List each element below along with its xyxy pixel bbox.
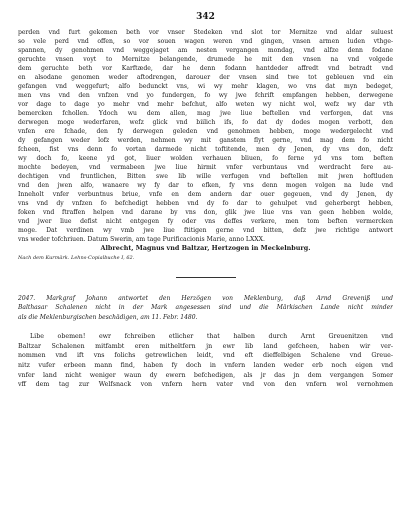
text-line: vnd den jwen alfo, wanaere wy fy dar to efken, fy vns denn mogen volgen na lude vnd (18, 182, 393, 189)
text-line: Libe obemen! ewr fchreiben etlicher that halben durch Arnt Greuenitzen vnd (30, 333, 393, 341)
source-note: Nach dem Kurmärk. Lehns-Copialbuche I, 62. (18, 255, 135, 261)
text-line: vns vnd dy vnfzen fo befchedigt hebben vnd dy fo dar to gehulpet vnd geherbergt hebben, (18, 200, 393, 207)
text-line: nitz vufer erbeen mann find, haben fy doch in vnfern landen weder erb noch eigen vnd (18, 361, 393, 369)
text-line: vnfen ere fchade, den fy derwegen geleden vnd genohmen hebben, moge wedergelecht vnd (18, 128, 393, 135)
heading-line: 2047. Markgraf Johann antwortet den Herzögen von Meklenburg, daß Arnd Greveniß und (18, 295, 393, 302)
text-line: vnd jwer liue defist nicht entgegen fy oder vns deffes verkere, men tom beften vermercken (18, 218, 393, 225)
text-line: fcheen, fist vns denn fo vortan darmede nicht toftitende, men dy Jenen, dy vns don, defz (18, 146, 393, 153)
text-line: derwegen moge wederfaren, wefz glick vnd biilich ifs, fo dat dy dodes mogen verbott, den (18, 119, 393, 126)
heading-line: als die Meklenburgischen beschädigen, am 11. Febr. 1480. (18, 313, 198, 321)
text-line: gefangen vnd weggefurt; alfo bedunckt vns, wi wy mehr klagen, wo vns dat myn bedeget, (18, 83, 393, 90)
text-line: dechtigen vnd fruntlichen, Bitten swe lib wille verfugen vnd beftellen mit jwen hoftluden (18, 173, 393, 180)
signature-line: Albrecht, Magnus vnd Baltzar, Hertzogen in Meckelnburg. (100, 244, 311, 252)
text-line: dem geruchte beth vor Karftæde, dar he denn fodann hantdeder affredt vnd betradt vnd (18, 65, 393, 72)
section-divider (176, 277, 236, 278)
text-line: spannen, dy genohmen vnd weggejaget am nesten vergangen mondag, vnd alfze denn fodane (18, 47, 393, 54)
text-line: foken vnd ftraffen helpen vnd darane by vns don, glik jwe liue vns van geen hebben wolde, (18, 209, 393, 216)
text-line: men vns vnd den vnfzen vnd yo fundergen, fo wy jwe fchrift empfangen hebben, derwegene (18, 92, 393, 99)
text-line: wy doch fo, keene yd got, liuer wolden verhauen bliuen, fo ferne yd vns tom beften (18, 155, 393, 162)
text-line: en alsodane genomen weder aftodrengen, darouer der vnsen sind twe tot gebleuen vnd ein (18, 74, 393, 81)
text-line: Baltzar Schalenen mitfambt eren mitheltfern jn ewr lib land gefcheen, haben wir ver- (18, 342, 393, 350)
text-line: dy gefangen weder lofz werden, nehmen wy mit ganstem flyt gerne, vnd mag dem fo nicht (18, 137, 393, 144)
text-line: bemercken fchollen. Ydoch wu dem allen, mag jwe liue beftellen vnd verforgen, dat vns (18, 110, 393, 117)
text-line: mochte bedeyen, vnd vermabeen jwe liue hirmit vnfer verbuntaus vnd werdracht fere au- (18, 164, 393, 171)
text-line: nommen vnd ift vns folichs getrewlichen leidt, vnd eft dieffelbigen Schalene vnd Greue- (18, 352, 393, 360)
text-line: vor dage to dage yo mehr vnd mehr befchut, alfo weten wy nicht wol, wefz wy dar vth (18, 101, 393, 108)
text-line: vns weder tofchriuen. Datum Swerin, am tage Purificacionis Marie, anno LXXX. (18, 236, 265, 243)
text-line: perden vnd furt gekomen beth vor vnser Stedeken vnd slot tor Mernitze vnd aldar suluest (18, 29, 393, 36)
text-line: vff dem tag zur Welfsnack von vnfern hern vater vnd von den vnfern wol vernohmen (18, 381, 393, 389)
text-line: geruchte vnsen voyt to Mernitze belangende, drumede he mit den vnsen na vnd volgede (18, 56, 393, 63)
text-line: so vele perd vnd offen, so vor souen wagen weren vnd gingen, vnsen armen luden vthge- (18, 38, 393, 45)
letter-body (18, 28, 393, 244)
letter-text (18, 332, 393, 390)
page-number: 342 (196, 12, 215, 22)
text-line: Inneholt vnfer verbuntnus briue, vnfe en dem andern dar ouer gegeuen, vnd dy Jenen, dy (18, 191, 393, 198)
document-heading (18, 294, 393, 322)
heading-line: Balthasar Schalenen nicht in der Mark angesessen sind und die Märkischen Lande nicht minder (18, 304, 393, 312)
text-line: moge. Dat verdinen wy vmb jwe liue ftitigen gerne vnd bitten, defz jwe richtige antwort (18, 227, 393, 234)
text-line: vnfer land nicht weniger waun dy ewern befchedigen, als jr das jn dem vergangen Somer (18, 371, 393, 379)
